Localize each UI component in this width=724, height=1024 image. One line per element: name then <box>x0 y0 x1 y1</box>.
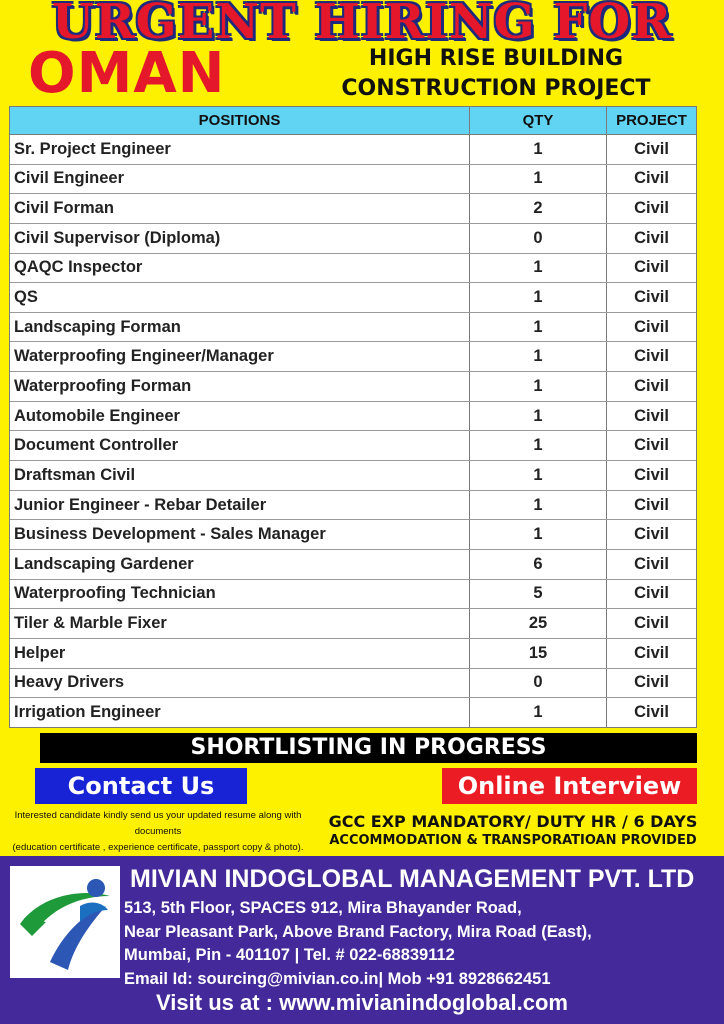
position-cell: Waterproofing Forman <box>10 372 470 401</box>
project-cell: Civil <box>634 584 669 603</box>
table-row <box>10 135 696 165</box>
person-swoosh-logo-icon <box>10 866 120 978</box>
position-cell: Document Controller <box>10 431 470 460</box>
position-cell: Business Development - Sales Manager <box>10 520 470 549</box>
project-cell: Civil <box>634 317 669 336</box>
qty-cell: 0 <box>470 669 607 698</box>
position-cell: Waterproofing Engineer/Manager <box>10 342 470 371</box>
project-cell: Civil <box>634 465 669 484</box>
project-cell: Civil <box>634 495 669 514</box>
website-link[interactable]: Visit us at : www.mivianindoglobal.com <box>156 990 568 1015</box>
qty-cell: 1 <box>470 431 607 460</box>
application-note-line1: Interested candidate kindly send us your updated resume along with documents <box>14 810 302 837</box>
table-row <box>10 165 696 195</box>
project-cell: Civil <box>634 228 669 247</box>
company-address <box>124 896 720 990</box>
project-cell: Civil <box>634 525 669 544</box>
table-row <box>10 609 696 639</box>
project-title-line1: HIGH RISE BUILDING <box>368 46 624 71</box>
position-cell: Sr. Project Engineer <box>10 135 470 164</box>
qty-cell: 1 <box>470 520 607 549</box>
qty-cell: 2 <box>470 194 607 223</box>
position-cell: Junior Engineer - Rebar Detailer <box>10 491 470 520</box>
project-cell: Civil <box>634 288 669 307</box>
online-interview-button[interactable]: Online Interview <box>442 768 697 804</box>
table-row <box>10 342 696 372</box>
table-row <box>10 698 696 728</box>
position-cell: Landscaping Gardener <box>10 550 470 579</box>
project-cell: Civil <box>634 673 669 692</box>
table-row <box>10 431 696 461</box>
table-row <box>10 224 696 254</box>
table-row <box>10 491 696 521</box>
project-cell: Civil <box>634 643 669 662</box>
column-header-positions: POSITIONS <box>10 107 470 134</box>
table-row <box>10 461 696 491</box>
position-cell: Tiler & Marble Fixer <box>10 609 470 638</box>
project-cell: Civil <box>634 139 669 158</box>
column-header-project: PROJECT <box>616 112 687 129</box>
qty-cell: 15 <box>470 639 607 668</box>
qty-cell: 1 <box>470 165 607 194</box>
table-row <box>10 550 696 580</box>
table-row <box>10 520 696 550</box>
project-cell: Civil <box>634 703 669 722</box>
job-conditions-line2: ACCOMMODATION & TRANSPORATIOAN PROVIDED <box>329 833 697 848</box>
table-row <box>10 313 696 343</box>
project-cell: Civil <box>634 376 669 395</box>
project-cell: Civil <box>634 258 669 277</box>
position-cell: Helper <box>10 639 470 668</box>
qty-cell: 1 <box>470 313 607 342</box>
table-row <box>10 254 696 284</box>
project-title <box>290 44 702 104</box>
table-row <box>10 580 696 610</box>
position-cell: Draftsman Civil <box>10 461 470 490</box>
qty-cell: 0 <box>470 224 607 253</box>
table-row <box>10 194 696 224</box>
qty-cell: 1 <box>470 283 607 312</box>
qty-cell: 1 <box>470 342 607 371</box>
address-line: Near Pleasant Park, Above Brand Factory, Mira Road (East), <box>124 922 592 941</box>
project-title-line2: CONSTRUCTION PROJECT <box>341 76 651 101</box>
qty-cell: 1 <box>470 698 607 728</box>
headline: URGENT HIRING FOR <box>51 0 673 50</box>
status-banner: SHORTLISTING IN PROGRESS <box>40 733 697 763</box>
address-line: Mumbai, Pin - 401107 | Tel. # 022-68839112 <box>124 946 455 964</box>
contact-us-button[interactable]: Contact Us <box>35 768 247 804</box>
position-cell: Civil Supervisor (Diploma) <box>10 224 470 253</box>
qty-cell: 1 <box>470 254 607 283</box>
qty-cell: 1 <box>470 461 607 490</box>
company-footer <box>0 856 724 1024</box>
position-cell: Irrigation Engineer <box>10 698 470 728</box>
project-cell: Civil <box>634 554 669 573</box>
positions-table <box>9 106 697 728</box>
qty-cell: 1 <box>470 372 607 401</box>
project-cell: Civil <box>634 614 669 633</box>
column-header-qty: QTY <box>470 107 607 134</box>
table-row <box>10 283 696 313</box>
company-name: MIVIAN INDOGLOBAL MANAGEMENT PVT. LTD <box>130 865 695 893</box>
qty-cell: 25 <box>470 609 607 638</box>
table-row <box>10 639 696 669</box>
project-cell: Civil <box>634 347 669 366</box>
qty-cell: 6 <box>470 550 607 579</box>
position-cell: Heavy Drivers <box>10 669 470 698</box>
qty-cell: 1 <box>470 402 607 431</box>
table-body <box>10 135 696 728</box>
job-conditions-line1: GCC EXP MANDATORY/ DUTY HR / 6 DAYS <box>328 812 698 831</box>
application-note-line2: (education certificate , experience certificate, passport copy & photo). <box>12 842 304 853</box>
project-cell: Civil <box>634 406 669 425</box>
qty-cell: 1 <box>470 135 607 164</box>
position-cell: Landscaping Forman <box>10 313 470 342</box>
position-cell: Automobile Engineer <box>10 402 470 431</box>
position-cell: QS <box>10 283 470 312</box>
position-cell: QAQC Inspector <box>10 254 470 283</box>
contact-line[interactable]: Email Id: sourcing@mivian.co.in| Mob +91 8928662451 <box>124 969 551 988</box>
table-row <box>10 669 696 699</box>
address-line: 513, 5th Floor, SPACES 912, Mira Bhayander Road, <box>124 899 522 917</box>
position-cell: Civil Forman <box>10 194 470 223</box>
project-cell: Civil <box>634 199 669 218</box>
position-cell: Civil Engineer <box>10 165 470 194</box>
qty-cell: 5 <box>470 580 607 609</box>
table-header <box>10 107 696 135</box>
table-row <box>10 372 696 402</box>
job-conditions <box>306 812 720 850</box>
qty-cell: 1 <box>470 491 607 520</box>
application-note <box>8 808 308 856</box>
table-row <box>10 402 696 432</box>
project-cell: Civil <box>634 169 669 188</box>
country-title: OMAN <box>28 41 226 106</box>
project-cell: Civil <box>634 436 669 455</box>
position-cell: Waterproofing Technician <box>10 580 470 609</box>
